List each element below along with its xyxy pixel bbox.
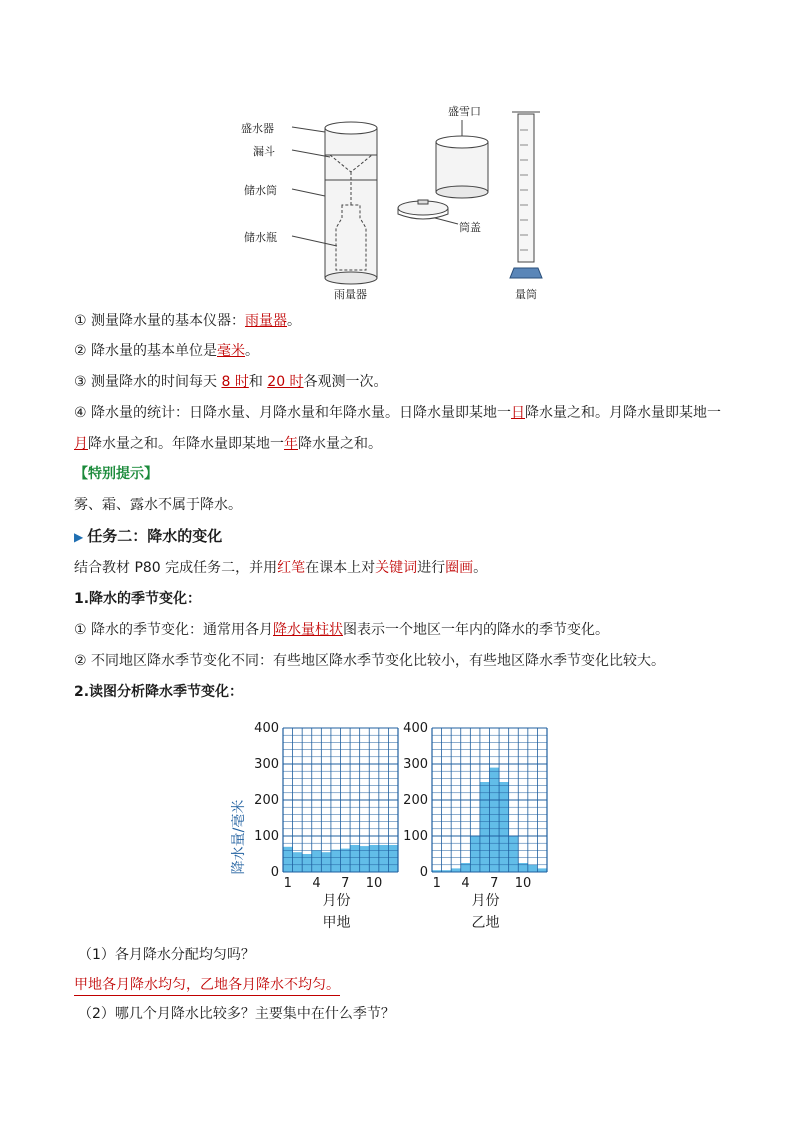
chart-ylabel: 降水量/毫米: [231, 799, 247, 875]
chart-jia: [254, 721, 398, 931]
chart-title-jia: 甲地: [322, 915, 351, 931]
caption-measuring-cylinder: 量筒: [515, 288, 537, 301]
label-tube: 储水筒: [244, 184, 277, 197]
question-1: （1）各月降水分配均匀吗？: [78, 947, 255, 963]
y-tick-label: 200: [254, 793, 279, 808]
y-tick-label: 300: [403, 757, 428, 772]
triangle-icon: ▶: [74, 530, 84, 544]
point-4-line1: ④ 降水量的统计：日降水量、月降水量和年降水量。日降水量即某地一日降水量之和。月降水量即某地一: [74, 405, 722, 421]
y-tick-label: 0: [270, 865, 279, 880]
point-3: ③ 测量降水的时间每天 8 时和 20 时各观测一次。: [74, 374, 388, 390]
bar-month-9: [509, 836, 519, 872]
tip-title: 【特别提示】: [74, 466, 158, 482]
answer-unit: 毫米: [217, 343, 246, 359]
bar-month-5: [321, 852, 331, 872]
section2-title: 2.读图分析降水季节变化：: [74, 684, 244, 700]
bar-month-11: [528, 865, 538, 872]
bar-month-3: [451, 868, 461, 872]
task2-title: ▶ 任务二：降水的变化: [74, 527, 223, 545]
section1-item2: ② 不同地区降水季节变化不同：有些地区降水季节变化比较小，有些地区降水季节变化比较大。: [74, 653, 665, 669]
bar-month-4: [461, 863, 471, 872]
section1-title: 1.降水的季节变化：: [74, 591, 202, 607]
label-container: 盛水器: [241, 122, 274, 135]
bar-month-10: [369, 845, 379, 872]
bar-month-9: [360, 846, 370, 872]
bar-month-10: [518, 863, 528, 872]
bar-month-7: [490, 768, 500, 872]
y-tick-label: 400: [403, 721, 428, 736]
x-axis-label: 月份: [471, 893, 500, 909]
x-tick-label: 1: [283, 876, 292, 891]
bar-month-6: [480, 782, 490, 872]
answer-month: 月: [74, 436, 88, 452]
y-tick-label: 200: [403, 793, 428, 808]
answer-1: 甲地各月降水均匀，乙地各月降水不均匀。: [74, 975, 340, 996]
caption-rain-gauge: 雨量器: [334, 288, 367, 301]
x-tick-label: 7: [490, 876, 499, 891]
bar-month-7: [341, 849, 351, 872]
precipitation-charts: [225, 712, 565, 934]
answer-chart-type: 降水量柱状: [273, 622, 344, 638]
x-tick-label: 10: [365, 876, 383, 891]
section1-item1: ① 降水的季节变化：通常用各月降水量柱状图表示一个地区一年内的降水的季节变化。: [74, 622, 610, 638]
label-lid: 筒盖: [459, 221, 481, 234]
bar-month-8: [350, 845, 360, 872]
bar-month-11: [379, 845, 389, 872]
y-tick-label: 400: [254, 721, 279, 736]
chart-title-yi: 乙地: [471, 915, 500, 931]
bar-month-12: [537, 868, 547, 872]
x-tick-label: 7: [341, 876, 350, 891]
x-axis-label: 月份: [322, 893, 351, 909]
y-tick-label: 100: [254, 829, 279, 844]
bar-month-4: [312, 850, 322, 872]
point-1: ① 测量降水量的基本仪器：雨量器。: [74, 313, 302, 329]
tip-body: 雾、霜、露水不属于降水。: [74, 497, 242, 513]
task2-instruction: 结合教材 P80 完成任务二，并用红笔在课本上对关键词进行圈画。: [74, 560, 488, 576]
label-bottle: 储水瓶: [244, 231, 277, 244]
bar-month-5: [470, 836, 480, 872]
bar-month-12: [388, 845, 398, 872]
x-tick-label: 4: [312, 876, 321, 891]
point-2: ② 降水量的基本单位是毫米。: [74, 343, 260, 359]
point-4-line2: 月降水量之和。年降水量即某地一年降水量之和。: [74, 436, 382, 452]
y-tick-label: 300: [254, 757, 279, 772]
answer-time-1: 8 时: [221, 374, 249, 390]
rain-gauge-diagram: [230, 100, 570, 300]
answer-year: 年: [284, 436, 298, 452]
x-tick-label: 4: [461, 876, 470, 891]
x-tick-label: 10: [514, 876, 532, 891]
bar-month-6: [331, 850, 341, 872]
label-snow-mouth: 盛雪口: [448, 105, 481, 118]
bar-month-2: [293, 852, 303, 872]
chart-yi: [403, 721, 547, 931]
y-tick-label: 0: [419, 865, 428, 880]
answer-time-2: 20 时: [267, 374, 304, 390]
label-funnel: 漏斗: [253, 145, 275, 158]
bar-month-8: [499, 782, 509, 872]
answer-instrument: 雨量器: [245, 313, 288, 329]
y-tick-label: 100: [403, 829, 428, 844]
bar-month-3: [302, 854, 312, 872]
x-tick-label: 1: [432, 876, 441, 891]
question-2: （2）哪几个月降水比较多？主要集中在什么季节？: [78, 1006, 395, 1022]
answer-day: 日: [511, 405, 526, 421]
